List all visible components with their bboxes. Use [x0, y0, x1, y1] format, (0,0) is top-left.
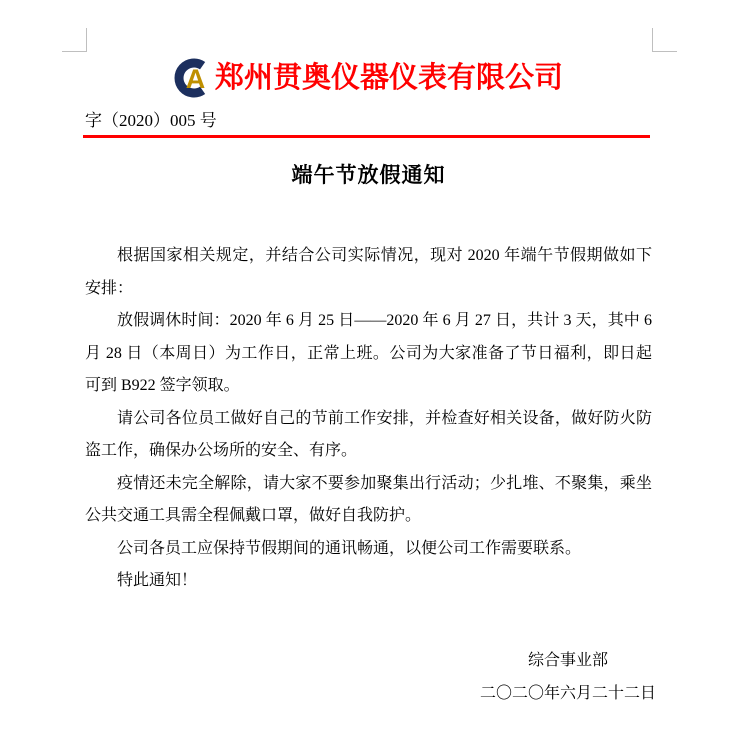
body-paragraph: 公司各员工应保持节假期间的通讯畅通，以便公司工作需要联系。 [117, 539, 582, 557]
body-paragraph: 放假调休时间：2020 年 6 月 25 日——2020 年 6 月 27 日，共计 3 天，其中 6 月 28 日（本周日）为工作日，正常上班。公司为大家准备了节日福利，即日起可到 B922 签字领取。 [85, 312, 652, 394]
margin-mark-top-right-icon [652, 28, 677, 52]
signature-block [480, 644, 656, 710]
signature-department: 综合事业部 [527, 652, 608, 669]
company-logo-icon [174, 58, 214, 98]
company-name: 郑州贯奥仪器仪表有限公司 [214, 61, 563, 94]
header-divider [83, 135, 650, 138]
logo-letter-a: A [185, 64, 206, 94]
notice-title: 端午节放假通知 [291, 163, 446, 187]
document-number: 字（2020）005 号 [85, 111, 217, 130]
margin-mark-top-left-icon [62, 28, 87, 52]
signature-date: 二〇二〇年六月二十二日 [479, 685, 656, 702]
body-paragraph: 根据国家相关规定，并结合公司实际情况，现对 2020 年端午节假期做如下安排： [85, 247, 652, 297]
letterhead [85, 54, 652, 102]
body-paragraph: 特此通知！ [117, 572, 198, 589]
body-paragraph: 请公司各位员工做好自己的节前工作安排，并检查好相关设备，做好防火防盗工作，确保办公场所的安全、有序。 [85, 409, 652, 459]
body-paragraph: 疫情还未完全解除，请大家不要参加聚集出行活动；少扎堆、不聚集，乘坐公共交通工具需全程佩戴口罩，做好自我防护。 [85, 474, 652, 524]
notice-body [85, 240, 652, 598]
